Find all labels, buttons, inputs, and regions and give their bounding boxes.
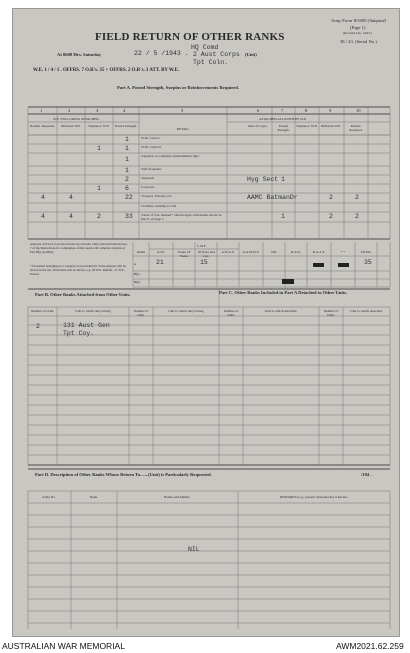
column-header: Surplus to W.E. [296, 124, 318, 128]
unit-name-line3: Tpt Coln. [193, 59, 229, 66]
row-detail: Staff Sergeants [141, 167, 162, 171]
analysis-value: 15 [200, 259, 208, 266]
analysis-note: Analysis of Part A to be shown here by all units. Only units included in para. 7 of the Instructions for completion of this return will complete analysis of Part B(i) and B(ii). [30, 242, 128, 254]
column-header: Deficient W.E. [320, 124, 342, 128]
column-header: DETAIL. [176, 127, 190, 131]
column-number: 7 [281, 108, 284, 113]
analysis-row-label: A [134, 262, 137, 266]
blacked-out-cell [282, 279, 294, 284]
form-sheet [12, 8, 400, 637]
part-b-header: Number of O.Rs. [30, 309, 55, 313]
column-number: 1 [40, 108, 43, 113]
row-value: 1 [281, 175, 285, 183]
row-detail: Sergeants [141, 176, 155, 180]
part-b-unit: 131 Aust Gen Tpt Coy. [63, 322, 110, 337]
analysis-row-label: B(ii) [134, 280, 141, 284]
part-b-header: Number of O.Rs. [133, 309, 149, 317]
column-header: Reinfts. Required. [30, 124, 55, 128]
cmf-group-header: C.M.F. [197, 244, 207, 248]
row-detail: Totals of cols. marked * should agree with details shown in Part E on Page 2 [141, 213, 222, 221]
revision-date: (Revised Jan., 1943.) [343, 31, 372, 35]
part-d-header: Rank. [89, 495, 98, 499]
analysis-header: Detail [136, 250, 146, 254]
form-title: FIELD RETURN OF OTHER RANKS [95, 31, 285, 43]
row-value: 1 [125, 166, 129, 174]
part-d-header: Army No. [42, 495, 56, 499]
row-value: 1 [281, 213, 285, 220]
right-group-header: ATTACHED ALLOWED BY W.E. [259, 117, 307, 121]
analysis-header: A.W.A.S. [221, 250, 235, 254]
row-detail: Civilians counting as O.R. [141, 204, 177, 208]
unit-name-line1: HQ Comd [191, 44, 219, 51]
archive-footer [0, 639, 410, 653]
row-value: 1 [125, 135, 129, 143]
analysis-header: Under 18 Years. [177, 250, 191, 258]
row-detail: Squadron or Company Quartermaster Sgts. [141, 154, 200, 158]
column-number: 2 [68, 108, 71, 113]
analysis-value: 35 [364, 259, 372, 266]
row-value: 1 [125, 144, 129, 152]
part-c-header: Unit to which detached. [350, 309, 383, 313]
column-header: Posted Strength. [114, 124, 138, 128]
row-detail: W.Os. Class II. [141, 145, 162, 149]
form-reference: Army Form W3009 (Adapted) [331, 18, 386, 23]
part-d-year: /194 . [361, 472, 372, 477]
analysis-header: R.A.N. [291, 250, 301, 254]
analysis-header: R.A.A.F. [312, 250, 326, 254]
analysis-header: A.I.F. [157, 250, 165, 254]
part-c-header: Number of O.Rs. [223, 309, 239, 317]
footer-institution: AUSTRALIAN WAR MEMORIAL [2, 641, 125, 651]
part-c-header: Unit to which detached. [264, 309, 298, 313]
row-value: 4 [41, 213, 45, 220]
analysis-header: 18 Years and over. [197, 250, 215, 258]
row-value: 2 [97, 213, 101, 220]
analysis-header: * * [340, 250, 346, 254]
footer-accession: AWM2021.62.259 [336, 641, 404, 651]
part-d-title: Part D. Description of Other Ranks Whose Return To.......(Unit) is Particularly Requested. [35, 472, 212, 477]
row-value: 2 [125, 175, 129, 183]
column-header: Posted Strength. [277, 124, 290, 132]
analysis-header: A.A.M.W.S. [242, 250, 260, 254]
column-header: Reinfts. Required. [349, 124, 363, 132]
row-value: 33 [125, 213, 133, 220]
page-reference: (Page 1) [350, 25, 366, 30]
we-strength-line: W.E. 1 / 4 / 1 . OFFRS. 7 O.R's. 35 + OFFRS. 2 O.R's. 3 ATT. BY W.E. [33, 68, 179, 73]
part-d-header: Names and Initials. [163, 495, 191, 499]
column-number: 8 [305, 108, 308, 113]
row-value: 4 [69, 194, 73, 201]
part-d-header: REMARKS (e.g., present whereabouts) if known. [280, 495, 348, 499]
column-number: 6 [257, 108, 260, 113]
row-value: 2 [355, 194, 359, 201]
analysis-value: 21 [156, 259, 164, 266]
unit-label: (Unit) [245, 52, 257, 57]
row-value: 1 [97, 144, 101, 152]
part-b-header: Unit to which they belong [75, 309, 111, 313]
row-value: 2 [329, 194, 333, 201]
column-number: 3 [96, 108, 99, 113]
column-number: 9 [329, 108, 332, 113]
column-header: Deficient W.E. [60, 124, 82, 128]
row-detail: Corporals [141, 185, 155, 189]
part-a-title: Part A. Posted Strength, Surplus or Reinforcements Required. [117, 85, 239, 90]
serial-number: 38 / 43. (Serial No.) [340, 39, 377, 44]
row-value: 2 [329, 213, 333, 220]
row-value: 22 [125, 194, 133, 201]
part-b-header: Unit to which they belong [168, 309, 204, 313]
row-value: 1 [125, 155, 129, 163]
unit-name-line2: 2 Aust Corps [193, 51, 240, 58]
part-b-number: 2 [36, 323, 40, 330]
analysis-note-2: * Personnel belonging to a category not provided for in the analysis will be shown in the list. Particulars will be shown, e.g. 28 W.E. Reinfts., 11 W.E. Posted. [30, 264, 126, 276]
part-b-title: Part B. Other Ranks Attached from Other Units. [35, 292, 131, 297]
row-detail: W.Os. Class I. [141, 136, 161, 140]
row-value: 4 [69, 213, 73, 220]
column-header: Surplus to W.E. [88, 124, 110, 128]
blacked-out-cell [313, 263, 324, 267]
at-hours-label: At 0600 Hrs. Saturday [57, 52, 102, 57]
column-number: 5 [181, 108, 184, 113]
row-arm: Hyg Sect [247, 175, 279, 183]
left-group-header: W.E. EXCLUDING ATTACHED. [53, 117, 100, 121]
column-number: 10 [356, 108, 361, 113]
row-value: 4 [41, 194, 45, 201]
row-arm: AAMC BatmanDr [247, 194, 298, 201]
analysis-header: NIL [271, 250, 277, 254]
row-value: 6 [125, 184, 129, 192]
row-detail: Troopers, Privates, etc. [141, 194, 173, 198]
blacked-out-cell [338, 263, 349, 267]
analysis-header: TOTAL [360, 250, 372, 254]
row-value: 2 [355, 213, 359, 220]
analysis-row-label: B(i) [134, 272, 140, 276]
column-header: Arm of Corps. [247, 124, 268, 128]
part-d-nil-entry: NIL [188, 546, 200, 553]
part-c-header: Number of O.Rs. [323, 309, 339, 317]
row-value: 1 [97, 184, 101, 192]
part-c-title: Part C. Other Ranks Included in Part A Detached to Other Units. [219, 290, 348, 295]
return-date: 22 / 5 /1943 . [134, 50, 189, 57]
column-number: 4 [123, 108, 126, 113]
